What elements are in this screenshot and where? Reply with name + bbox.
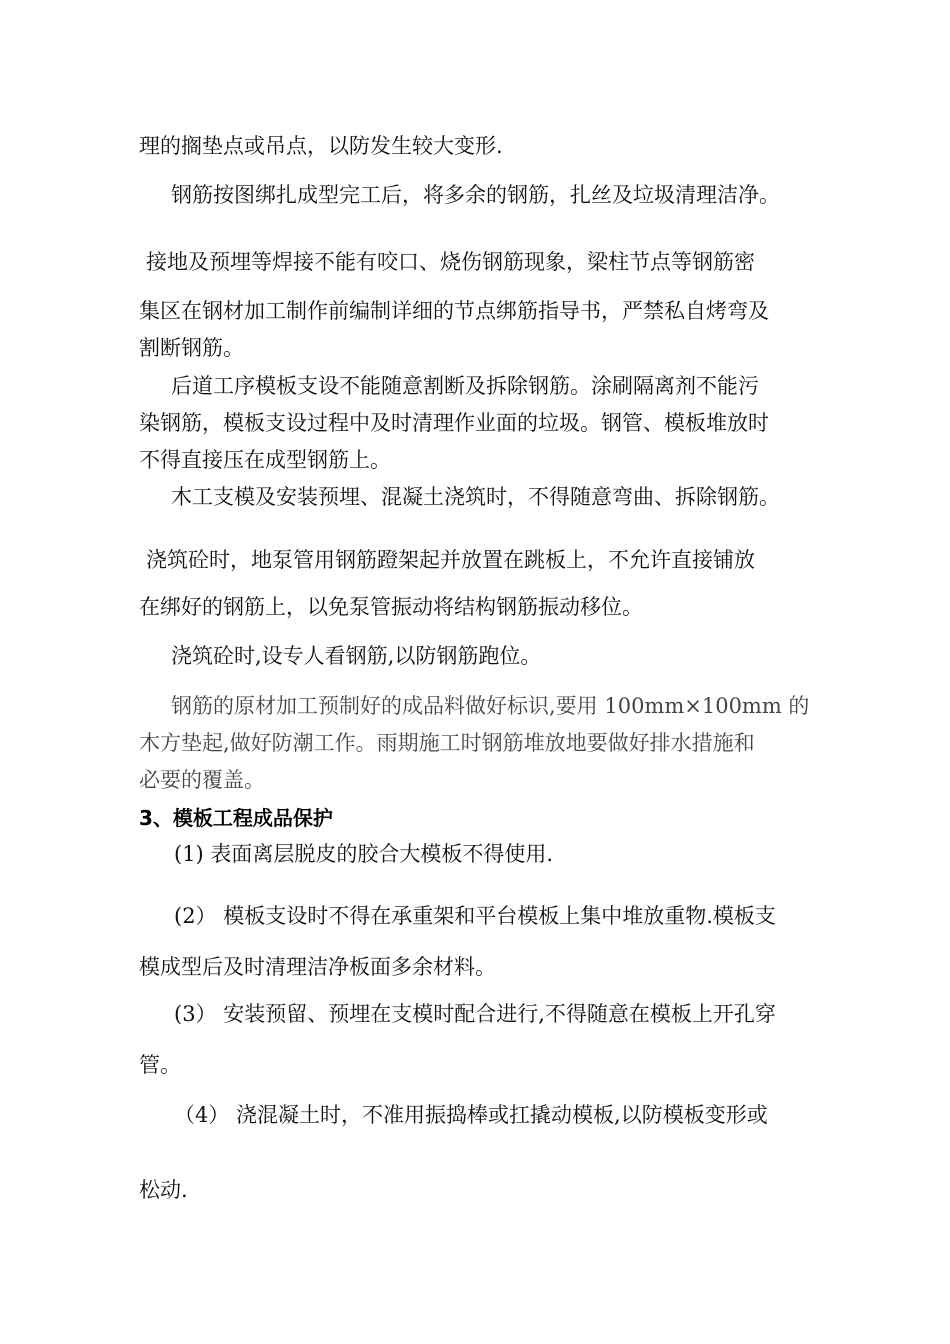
paragraph-line: 在绑好的钢筋上，以免泵管振动将结构钢筋振动移位。 [139,595,643,619]
paragraph-line: 必要的覆盖。 [139,768,265,792]
paragraph-line: 不得直接压在成型钢筋上。 [139,448,391,472]
list-item: (2） 模板支设时不得在承重架和平台模板上集中堆放重物.模板支 [174,904,776,928]
list-item: (3） 安装预留、预埋在支模时配合进行,不得随意在模板上开孔穿 [174,1002,776,1026]
list-item: (1) 表面离层脱皮的胶合大模板不得使用. [174,842,554,866]
list-item-continuation: 松动. [139,1178,188,1202]
paragraph-line: 浇筑砼时，地泵管用钢筋蹬架起并放置在跳板上，不允许直接铺放 [146,548,755,572]
paragraph-line: 木工支模及安装预埋、混凝土浇筑时，不得随意弯曲、拆除钢筋。 [171,485,780,509]
paragraph-line: 集区在钢材加工制作前编制详细的节点绑筋指导书，严禁私自烤弯及 [139,299,769,323]
paragraph-line: 接地及预埋等焊接不能有咬口、烧伤钢筋现象，梁柱节点等钢筋密 [146,250,755,274]
paragraph-line: 浇筑砼时,设专人看钢筋,以防钢筋跑位。 [171,644,542,668]
paragraph-line: 理的搁垫点或吊点，以防发生较大变形. [139,134,503,158]
paragraph-line: 钢筋的原材加工预制好的成品料做好标识,要用 100mm×100mm 的 [171,694,810,718]
paragraph-line: 染钢筋，模板支设过程中及时清理作业面的垃圾。钢管、模板堆放时 [139,411,769,435]
paragraph-line: 割断钢筋。 [139,336,244,360]
paragraph-line: 木方垫起,做好防潮工作。雨期施工时钢筋堆放地要做好排水措施和 [139,731,755,755]
paragraph-line: 钢筋按图绑扎成型完工后，将多余的钢筋，扎丝及垃圾清理洁净。 [171,183,780,207]
list-item-continuation: 管。 [139,1053,181,1077]
list-item: （4） 浇混凝土时，不准用振捣棒或扛撬动模板,以防模板变形或 [174,1103,768,1127]
paragraph-line: 后道工序模板支设不能随意割断及拆除钢筋。涂刷隔离剂不能污 [171,374,759,398]
section-heading: 3、模板工程成品保护 [139,806,333,830]
list-item-continuation: 模成型后及时清理洁净板面多余材料。 [139,955,496,979]
